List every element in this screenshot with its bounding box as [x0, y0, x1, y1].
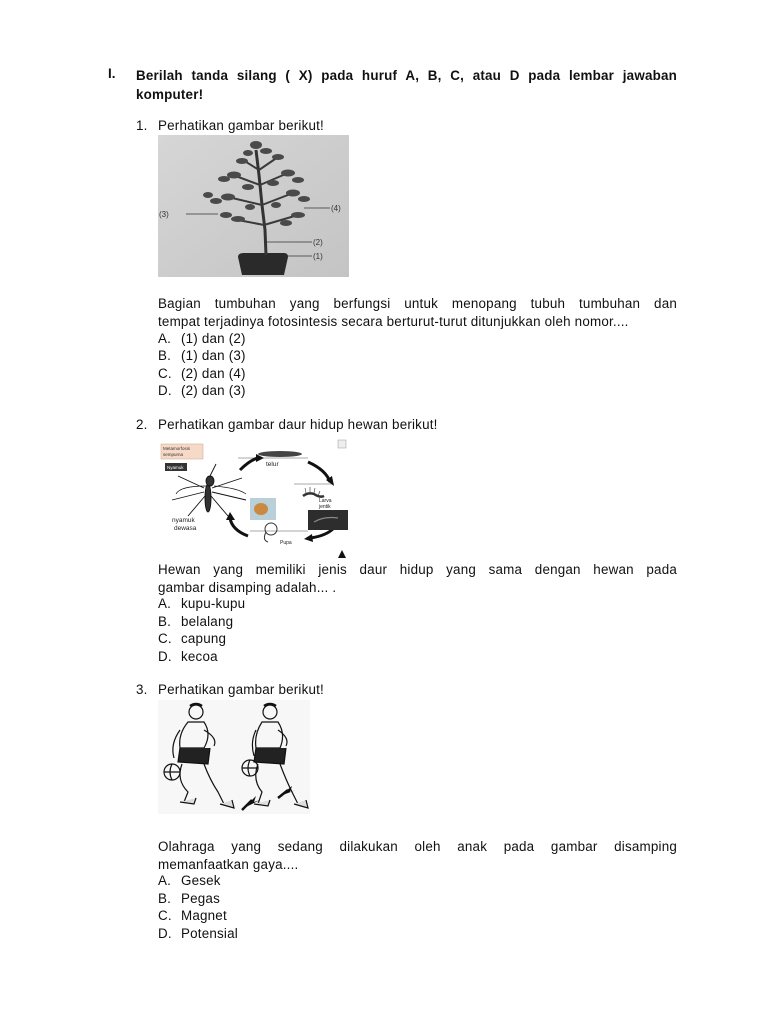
question-3-option-c: C. Magnet: [158, 908, 227, 923]
plant-label-4: (4): [331, 204, 341, 213]
lifecycle-label-pupa: Pupa: [280, 540, 292, 546]
question-1-body-line-1: Bagian tumbuhan yang berfungsi untuk menopang tubuh tumbuhan dan: [158, 296, 677, 311]
question-2-body-line-2: gambar disamping adalah... .: [158, 580, 337, 595]
question-3-number: 3.: [136, 682, 148, 697]
lifecycle-label-egg: telur: [266, 461, 279, 468]
question-3-body: [158, 838, 677, 874]
plant-diagram-icon: [158, 135, 349, 277]
plant-label-1: (1): [313, 252, 323, 261]
lifecycle-box-title-2: sempurna: [163, 452, 184, 457]
question-3-prompt: Perhatikan gambar berikut!: [158, 682, 324, 697]
question-1-option-d: D. (2) dan (3): [158, 383, 246, 398]
question-1-body-line-2: tempat terjadinya fotosintesis secara berturut-turut ditunjukkan oleh nomor....: [158, 314, 629, 329]
basketball-dribble-image: [158, 700, 310, 814]
lifecycle-box-title-1: Metamorfosis: [163, 446, 191, 451]
question-1-option-b: B. (1) dan (3): [158, 348, 246, 363]
basketball-dribble-icon: [158, 700, 310, 814]
question-2-option-d: D. kecoa: [158, 649, 218, 664]
section-instruction: Berilah tanda silang ( X) pada huruf A, B, C, atau D pada lembar jawaban komputer!: [136, 68, 677, 102]
question-1-option-a: A. (1) dan (2): [158, 331, 246, 346]
lifecycle-label-larva-1: Larva: [319, 498, 332, 504]
question-2-prompt: Perhatikan gambar daur hidup hewan berikut!: [158, 417, 438, 432]
question-1-prompt: Perhatikan gambar berikut!: [158, 118, 324, 133]
question-3-body-line-2: memanfaatkan gaya....: [158, 857, 299, 872]
question-2-number: 2.: [136, 417, 148, 432]
mosquito-life-cycle-image: [158, 436, 350, 558]
question-3-option-d: D. Potensial: [158, 926, 238, 941]
section-numeral: I.: [108, 66, 116, 81]
lifecycle-label-adult-2: dewasa: [174, 525, 197, 532]
question-2-option-c: C. capung: [158, 631, 227, 646]
question-2-option-a: A. kupu-kupu: [158, 596, 246, 611]
plant-label-2: (2): [313, 238, 323, 247]
question-2-body: [158, 561, 677, 597]
plant-diagram-image: [158, 135, 349, 277]
mosquito-life-cycle-icon: [158, 436, 350, 558]
question-3-option-b: B. Pegas: [158, 891, 220, 906]
plant-label-3: (3): [159, 210, 169, 219]
question-1-number: 1.: [136, 118, 148, 133]
lifecycle-label-adult-1: nyamuk: [172, 517, 195, 524]
question-3-body-line-1: Olahraga yang sedang dilakukan oleh anak pada gambar disamping: [158, 839, 677, 854]
lifecycle-box-tag: Nyamuk: [167, 465, 184, 470]
question-1-body: [158, 295, 677, 331]
question-2-body-line-1: Hewan yang memiliki jenis daur hidup yang sama dengan hewan pada: [158, 562, 677, 577]
question-2-option-b: B. belalang: [158, 614, 234, 629]
question-1-option-c: C. (2) dan (4): [158, 366, 246, 381]
question-3-option-a: A. Gesek: [158, 873, 221, 888]
lifecycle-label-larva-2: jentik: [319, 504, 331, 510]
